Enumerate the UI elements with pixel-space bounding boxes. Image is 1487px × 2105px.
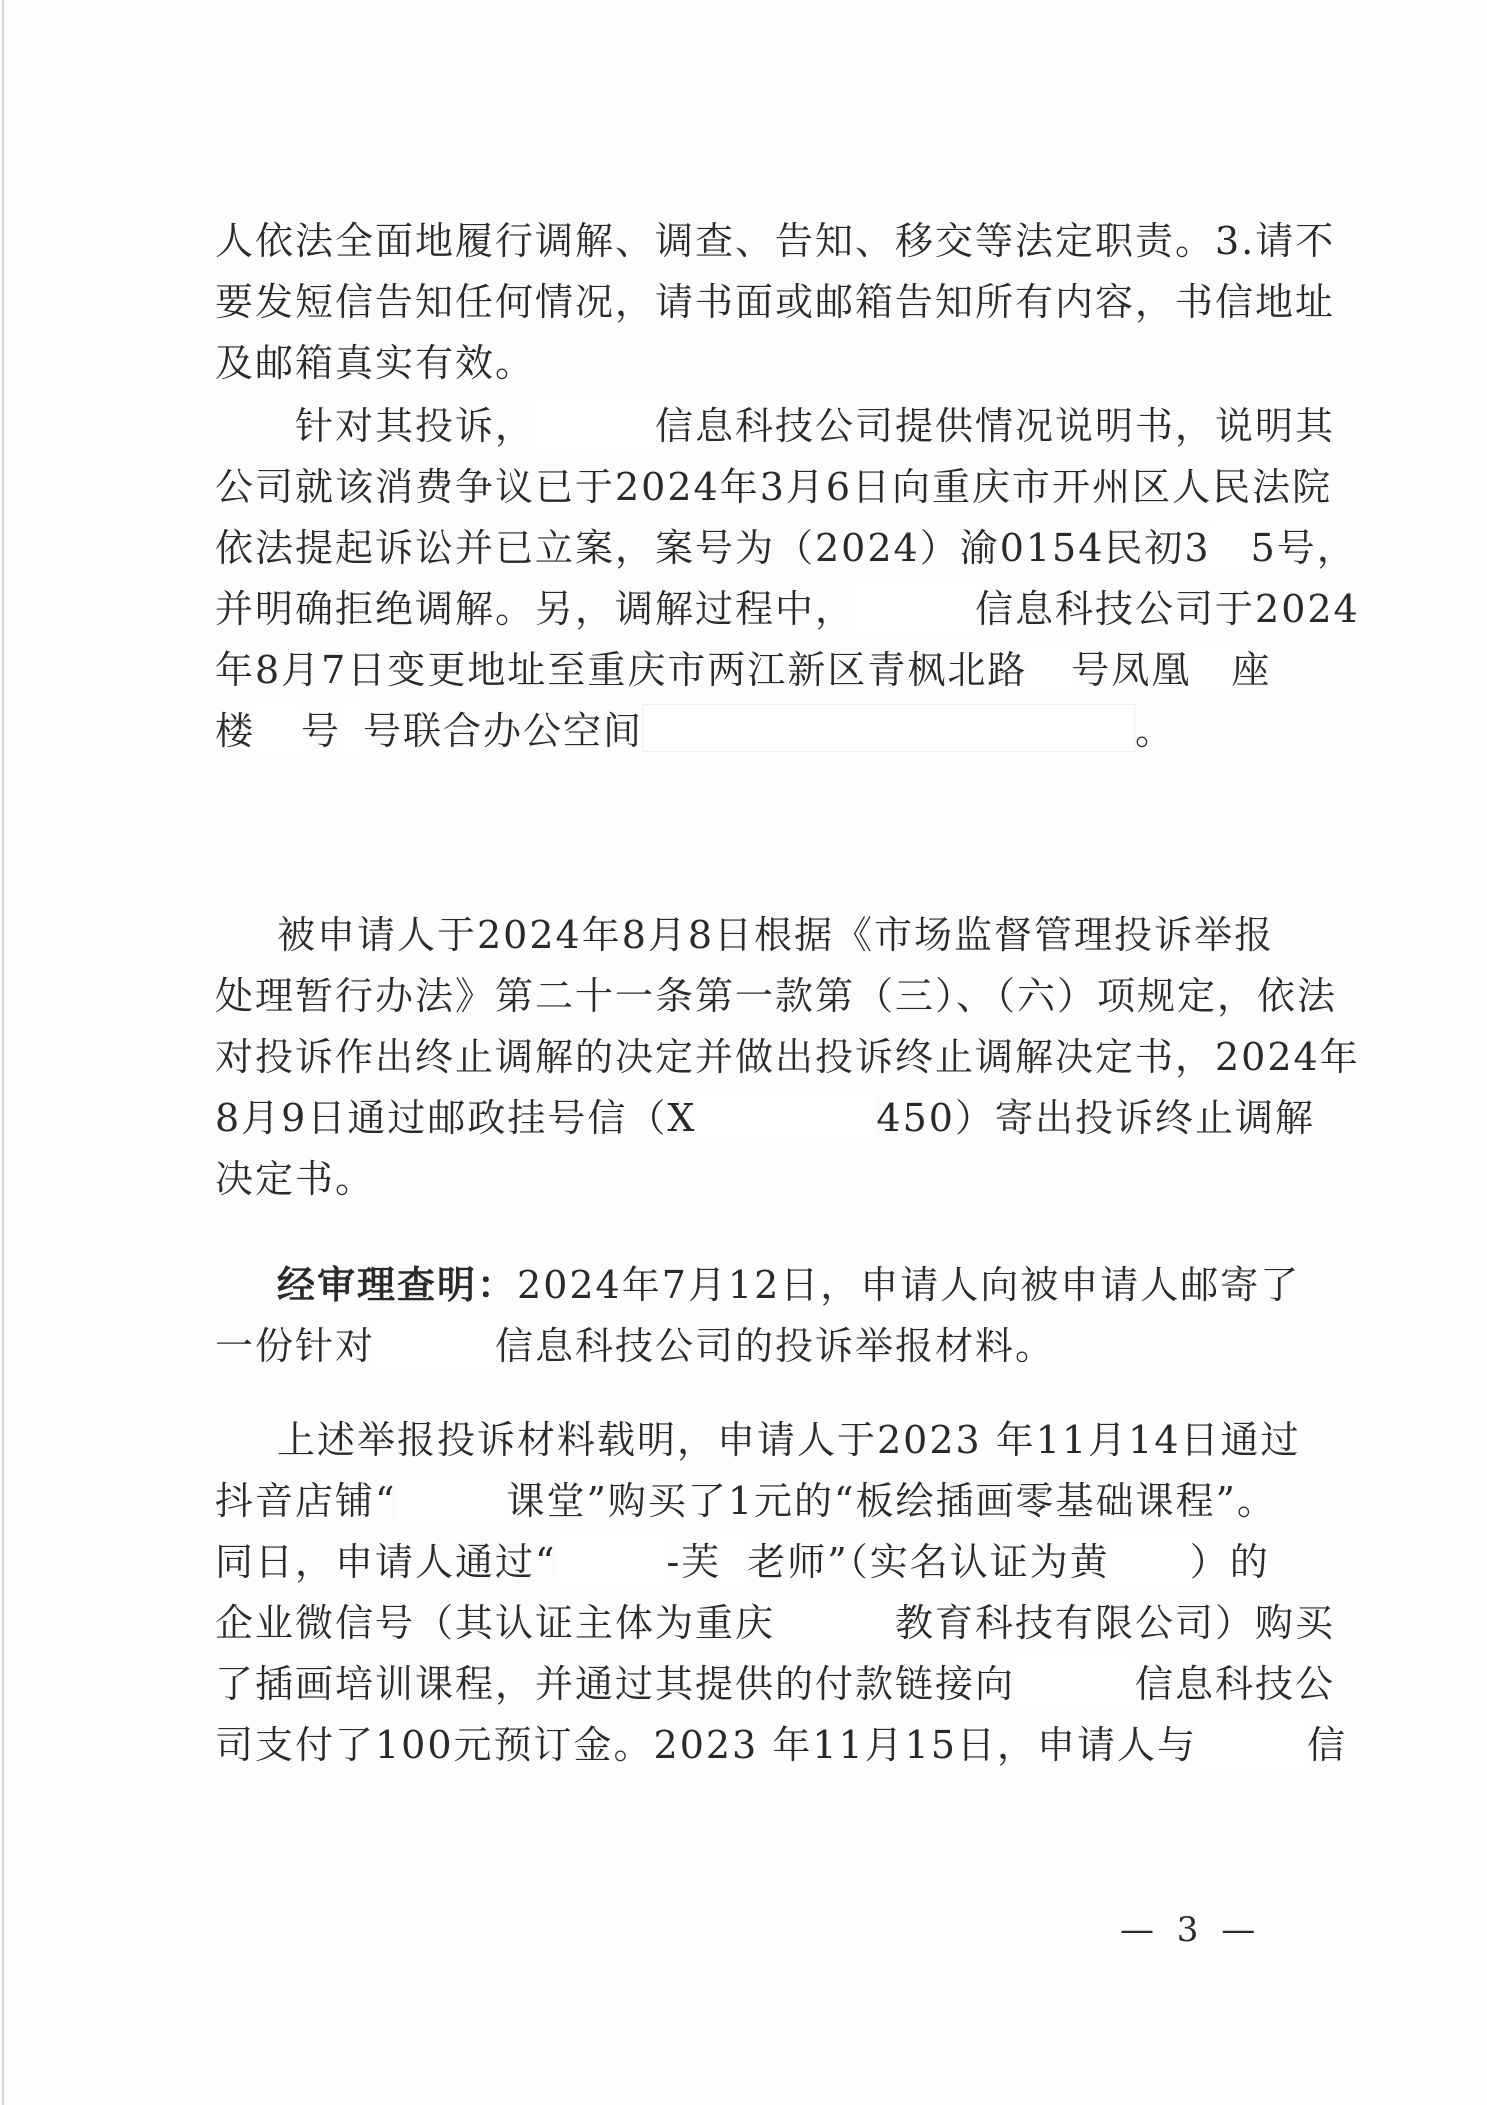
text-segment: 450）寄出投诉终止调解	[876, 1096, 1315, 1140]
text-segment: 教育科技有限公司）购买	[895, 1601, 1336, 1645]
redaction-box	[775, 1598, 895, 1644]
text-line: 决定书。	[215, 1157, 376, 1201]
text-segment: 并明确拒绝调解。另，调解过程中，	[215, 587, 856, 631]
text-segment: 老师”（实名认证为黄	[747, 1540, 1110, 1584]
text-line: 人依法全面地履行调解、调查、告知、移交等法定职责。3.请不	[215, 219, 1336, 263]
text-line	[215, 1471, 1277, 1532]
text-line	[215, 1532, 1270, 1593]
finding-label: 经审理查明：	[277, 1263, 518, 1307]
text-segment: 号	[301, 709, 342, 753]
text-segment: 抖音店铺“	[215, 1479, 397, 1523]
text-line	[215, 1088, 1315, 1149]
scan-edge	[2, 0, 4, 2105]
text-line	[215, 518, 1357, 579]
text-segment: 8月9日通过邮政挂号信（X	[215, 1096, 697, 1140]
text-segment: 同日，申请人通过“	[215, 1540, 557, 1584]
text-segment: 信	[1307, 1723, 1348, 1767]
text-line	[215, 701, 1175, 762]
redaction-box	[556, 1537, 666, 1583]
text-segment: 司支付了100元预订金。2023 年11月15日，申请人与	[215, 1723, 1198, 1767]
text-line	[295, 396, 1335, 457]
text-segment: 依法提起诉讼并已立案，案号为（2024）渝0154民初3	[215, 526, 1211, 570]
redaction-box	[341, 706, 363, 752]
redaction-box	[396, 1476, 506, 1522]
text-segment: 座	[1231, 648, 1272, 692]
text-segment: 信息科技公	[1135, 1662, 1336, 1706]
text-line	[277, 1255, 1300, 1316]
redaction-box	[1197, 1720, 1307, 1766]
text-segment: 号联合办公空间	[363, 709, 644, 753]
text-segment: -芙	[666, 1540, 722, 1584]
text-segment: 楼	[215, 709, 256, 753]
redaction-box	[1027, 645, 1071, 691]
redaction-box	[1191, 645, 1231, 691]
text-segment: 2024年7月12日，申请人向被申请人邮寄了	[517, 1263, 1301, 1307]
redaction-box	[255, 706, 301, 752]
text-line	[215, 579, 1360, 640]
text-segment: 信息科技公司提供情况说明书，说明其	[655, 404, 1336, 448]
text-segment: 信息科技公司于2024	[975, 587, 1360, 631]
text-line	[215, 1654, 1335, 1715]
text-line	[215, 640, 1271, 701]
redaction-box	[721, 1537, 747, 1583]
redaction-box	[1015, 1659, 1135, 1705]
text-line: 被申请人于2024年8月8日根据《市场监督管理投诉举报	[277, 913, 1275, 957]
text-segment: 针对其投诉，	[295, 404, 536, 448]
text-segment: 。	[1135, 709, 1176, 753]
page-number: — 3 —	[1120, 1910, 1262, 1950]
redaction-box	[696, 1093, 876, 1139]
text-segment: ）的	[1189, 1540, 1270, 1584]
text-line	[215, 1593, 1335, 1654]
text-segment: 课堂”购买了1元的“板绘插画零基础课程”。	[506, 1479, 1277, 1523]
text-segment: 了插画培训课程，并通过其提供的付款链接向	[215, 1662, 1016, 1706]
text-segment: 一份针对	[215, 1324, 376, 1368]
text-segment: 年8月7日变更地址至重庆市两江新区青枫北路	[215, 648, 1028, 692]
text-line	[215, 1316, 1055, 1377]
text-line: 处理暂行办法》第二十一条第一款第（三）、（六）项规定，依法	[215, 974, 1338, 1018]
text-line: 及邮箱真实有效。	[215, 341, 536, 385]
redaction-box	[1110, 1537, 1190, 1583]
text-line: 上述举报投诉材料载明，申请人于2023 年11月14日通过	[277, 1418, 1301, 1462]
redaction-box	[535, 401, 655, 447]
text-segment: 企业微信号（其认证主体为重庆	[215, 1601, 776, 1645]
text-line: 对投诉作出终止调解的决定并做出投诉终止调解决定书，2024年	[215, 1035, 1360, 1079]
text-line: 要发短信告知任何情况，请书面或邮箱告知所有内容，书信地址	[215, 280, 1336, 324]
text-line: 公司就该消费争议已于2024年3月6日向重庆市开州区人民法院	[215, 465, 1333, 509]
text-segment: 5号，	[1250, 526, 1357, 570]
redaction-box	[855, 584, 975, 630]
redaction-box	[643, 704, 1135, 752]
redaction-box	[375, 1321, 495, 1367]
text-line	[215, 1715, 1347, 1776]
text-segment: 号凤凰	[1071, 648, 1192, 692]
redaction-box	[1211, 523, 1251, 569]
text-segment: 信息科技公司的投诉举报材料。	[495, 1324, 1056, 1368]
